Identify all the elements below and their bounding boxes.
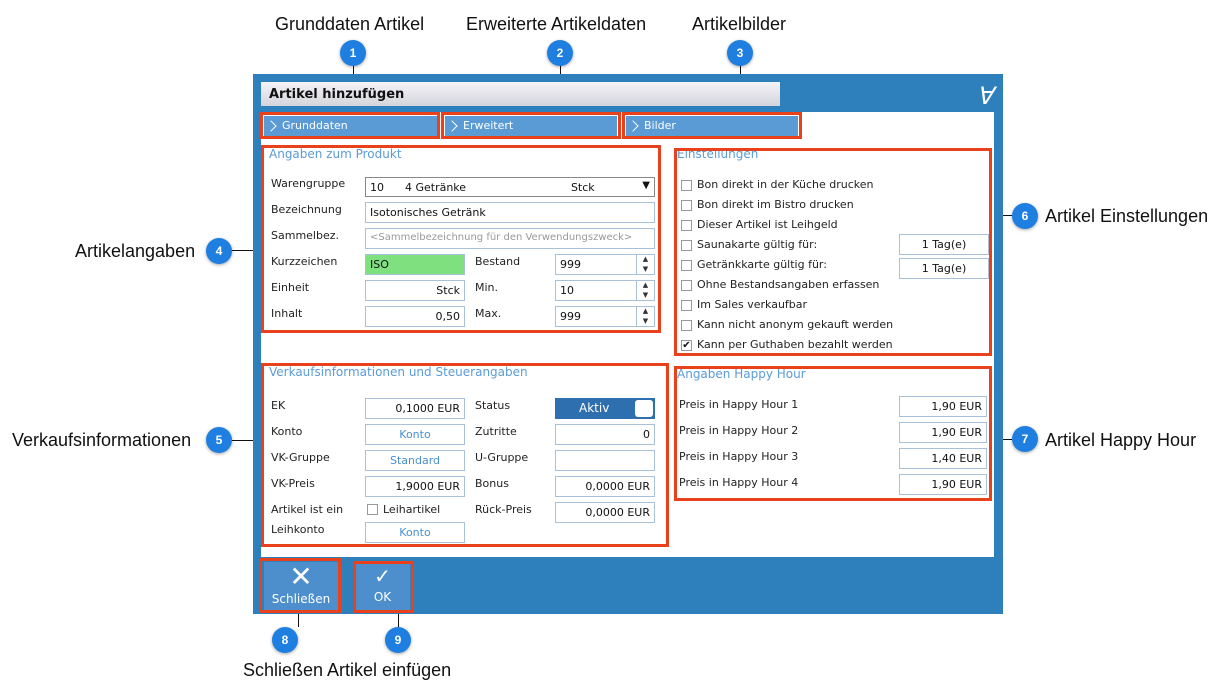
min-label: Min. bbox=[475, 281, 499, 294]
badge-2: 2 bbox=[547, 40, 573, 66]
einstellung-label: Saunakarte gültig für: bbox=[697, 238, 818, 251]
highlight-close bbox=[259, 558, 341, 613]
app-logo-icon: ꓯ bbox=[976, 82, 993, 110]
callout-erweitert-title: Erweiterte Artikeldaten bbox=[466, 14, 647, 34]
callout-happyhour-title: Artikel Happy Hour bbox=[1045, 430, 1197, 450]
highlight-happyhour bbox=[674, 366, 992, 501]
einstellung-label: Ohne Bestandsangaben erfassen bbox=[697, 278, 880, 291]
spinner-arrows-icon[interactable]: ▲ ▼ bbox=[636, 306, 654, 327]
artikel-ist-label: Artikel ist ein bbox=[271, 503, 344, 516]
highlight-tab-bilder bbox=[622, 112, 802, 139]
einstellung-label: Kann nicht anonym gekauft werden bbox=[697, 318, 894, 331]
badge-5: 5 bbox=[206, 427, 232, 453]
leihkonto-label: Leihkonto bbox=[271, 523, 325, 536]
happyhour-input[interactable]: 1,90 EUR bbox=[899, 422, 987, 443]
leihkonto-button[interactable]: Konto bbox=[365, 522, 465, 543]
rueck-label: Rück-Preis bbox=[475, 503, 532, 516]
badge-9: 9 bbox=[385, 627, 411, 653]
max-label: Max. bbox=[475, 307, 502, 320]
einstellung-label: Bon direkt in der Küche drucken bbox=[697, 178, 874, 191]
callout-einstellungen-title: Artikel Einstellungen bbox=[1045, 206, 1209, 226]
vkpreis-label: VK-Preis bbox=[271, 477, 315, 490]
window-title: Artikel hinzufügen bbox=[261, 82, 780, 106]
konto-button[interactable]: Konto bbox=[365, 424, 465, 445]
einstellung-label: Getränkkarte gültig für: bbox=[697, 258, 827, 271]
section-produkt-title: Angaben zum Produkt bbox=[269, 147, 402, 161]
konto-label: Konto bbox=[271, 425, 303, 438]
getraenkkarte-input[interactable]: 1 Tag(e) bbox=[899, 258, 989, 279]
saunakarte-input[interactable]: 1 Tag(e) bbox=[899, 234, 989, 255]
bonus-label: Bonus bbox=[475, 477, 509, 490]
bonus-input[interactable]: 0,0000 EUR bbox=[555, 476, 655, 497]
badge-8: 8 bbox=[272, 627, 298, 653]
bezeichnung-input[interactable]: Isotonisches Getränk bbox=[365, 202, 655, 223]
happyhour-input[interactable]: 1,90 EUR bbox=[899, 396, 987, 417]
status-label: Status bbox=[475, 399, 511, 412]
happyhour-input[interactable]: 1,40 EUR bbox=[899, 448, 987, 469]
einheit-label: Einheit bbox=[271, 281, 310, 294]
ok-button-label: OK bbox=[373, 590, 392, 604]
einstellung-checkbox[interactable]: ✔ bbox=[682, 340, 691, 351]
tab-grunddaten[interactable]: Grunddaten bbox=[264, 116, 438, 136]
badge-3: 3 bbox=[727, 40, 753, 66]
vkgruppe-label: VK-Gruppe bbox=[271, 451, 330, 464]
badge-6: 6 bbox=[1012, 203, 1038, 229]
ugruppe-label: U-Gruppe bbox=[475, 451, 529, 464]
close-icon: ✕ bbox=[289, 560, 313, 593]
rueck-input[interactable]: 0,0000 EUR bbox=[555, 502, 655, 523]
sammelbez-label: Sammelbez. bbox=[271, 229, 339, 242]
einheit-input[interactable]: Stck bbox=[365, 280, 465, 301]
ek-input[interactable]: 0,1000 EUR bbox=[365, 398, 465, 419]
close-button-label: Schließen bbox=[271, 592, 331, 606]
zutritte-label: Zutritte bbox=[475, 425, 517, 438]
section-verkauf-title: Verkaufsinformationen und Steuerangaben bbox=[269, 365, 528, 379]
status-value: Aktiv bbox=[579, 401, 610, 415]
badge-1: 1 bbox=[340, 40, 366, 66]
highlight-tab-erweitert bbox=[441, 112, 621, 139]
kurzzeichen-input[interactable]: ISO bbox=[365, 254, 465, 275]
badge-4: 4 bbox=[206, 238, 232, 264]
happyhour-label: Preis in Happy Hour 1 bbox=[679, 398, 799, 411]
warengruppe-value: 10 4 Getränke Stck bbox=[370, 181, 595, 194]
highlight-verkauf bbox=[261, 363, 669, 547]
einstellung-label: Bon direkt im Bistro drucken bbox=[697, 198, 854, 211]
kurzzeichen-label: Kurzzeichen bbox=[271, 255, 338, 268]
checkmark-icon: ✓ bbox=[374, 564, 391, 588]
einstellung-label: Kann per Guthaben bezahlt werden bbox=[697, 338, 893, 351]
highlight-produkt bbox=[261, 145, 661, 333]
vkpreis-input[interactable]: 1,9000 EUR bbox=[365, 476, 465, 497]
ek-label: EK bbox=[271, 399, 286, 412]
tab-bilder[interactable]: Bilder bbox=[626, 116, 798, 136]
bestand-value: 999 bbox=[560, 258, 581, 271]
sammelbez-input[interactable]: <Sammelbezeichnung für den Verwendungszweck> bbox=[365, 228, 655, 249]
callout-bilder-title: Artikelbilder bbox=[692, 14, 787, 34]
tab-erweitert[interactable]: Erweitert bbox=[445, 116, 617, 136]
inhalt-label: Inhalt bbox=[271, 307, 303, 320]
spinner-arrows-icon[interactable]: ▲ ▼ bbox=[636, 280, 654, 301]
happyhour-input[interactable]: 1,90 EUR bbox=[899, 474, 987, 495]
min-value: 10 bbox=[560, 284, 574, 297]
badge-7: 7 bbox=[1012, 426, 1038, 452]
warengruppe-label: Warengruppe bbox=[271, 177, 346, 190]
vkgruppe-button[interactable]: Standard bbox=[365, 450, 465, 471]
happyhour-label: Preis in Happy Hour 3 bbox=[679, 450, 799, 463]
callout-artikelangaben-title: Artikelangaben bbox=[75, 241, 196, 261]
bestand-label: Bestand bbox=[475, 255, 521, 268]
callout-verkauf-title: Verkaufsinformationen bbox=[12, 430, 192, 450]
einstellung-label: Dieser Artikel ist Leihgeld bbox=[697, 218, 838, 231]
leihartikel-label: Leihartikel bbox=[383, 503, 441, 516]
max-value: 999 bbox=[560, 310, 581, 323]
happyhour-label: Preis in Happy Hour 2 bbox=[679, 424, 799, 437]
inhalt-input[interactable]: 0,50 bbox=[365, 306, 465, 327]
callout-buttons-title: Schließen Artikel einfügen bbox=[243, 660, 452, 680]
section-happyhour-title: Angaben Happy Hour bbox=[677, 367, 806, 381]
zutritte-input[interactable]: 0 bbox=[555, 424, 655, 445]
callout-grunddaten-title: Grunddaten Artikel bbox=[275, 14, 425, 34]
spinner-arrows-icon[interactable]: ▲ ▼ bbox=[636, 254, 654, 275]
chevron-down-icon: ▼ bbox=[642, 180, 650, 191]
highlight-tab-grunddaten bbox=[260, 112, 440, 139]
bezeichnung-label: Bezeichnung bbox=[271, 203, 342, 216]
section-einstellungen-title: Einstellungen bbox=[677, 147, 759, 161]
highlight-ok bbox=[353, 561, 414, 613]
happyhour-label: Preis in Happy Hour 4 bbox=[679, 476, 799, 489]
highlight-einstellungen bbox=[674, 148, 992, 356]
einstellung-label: Im Sales verkaufbar bbox=[697, 298, 808, 311]
